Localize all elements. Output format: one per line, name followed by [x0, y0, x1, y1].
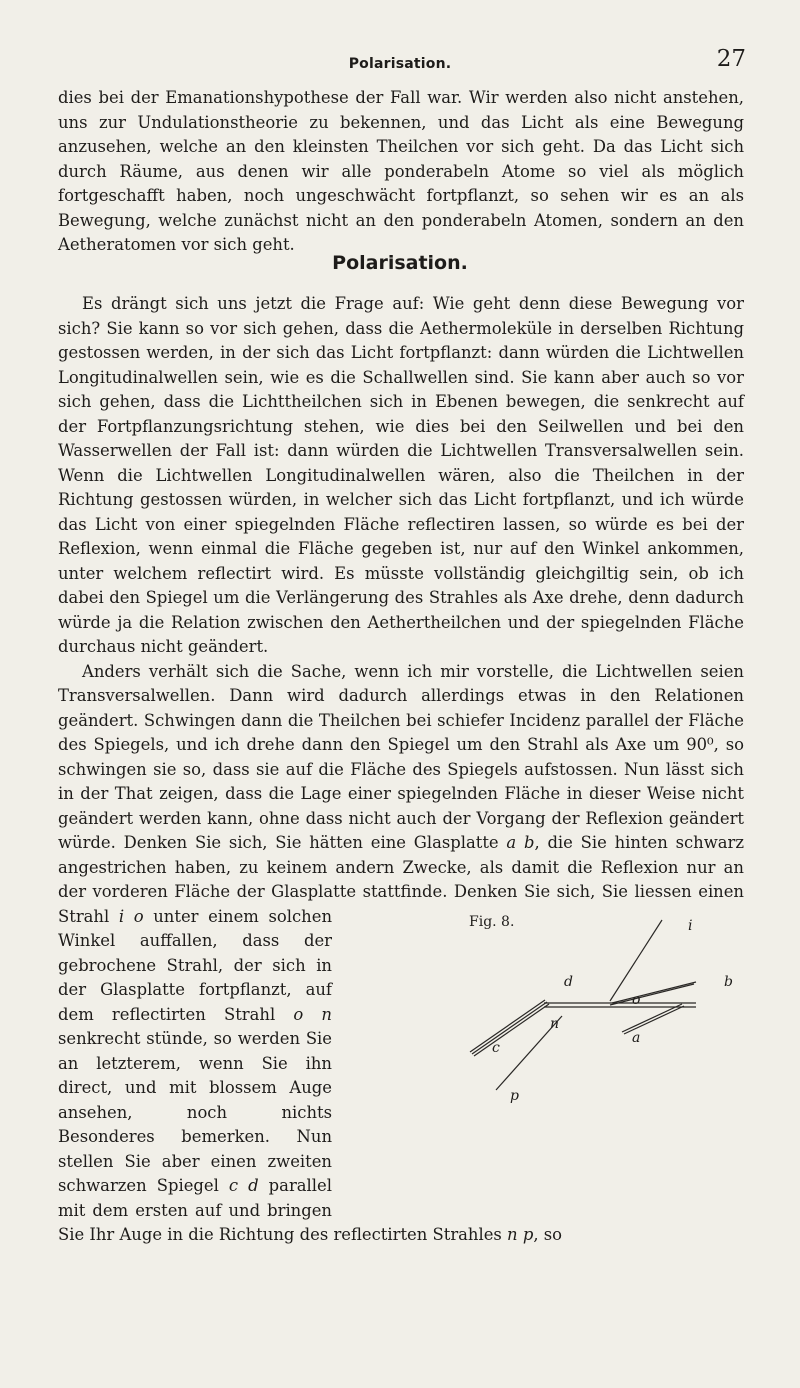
paragraph-2-part3: unter einem solchen Winkel auffallen, dass der gebrochene Strahl, der sich in der Glasplatte fortpflanzt, auf dem reflectirten Strahl — [58, 906, 332, 1024]
section-body — [58, 292, 744, 1248]
figure-letter-n: n — [550, 1015, 560, 1032]
paragraph-2-part5: parallel mit dem ersten auf und bringen Sie Ihr Auge in die Richtung des reflectirten Strahles — [58, 1176, 508, 1244]
paragraph-2-part2: , die Sie hinten schwarz angestrichen haben, zu keinem andern Zwecke, als damit die Reflexion nur an der vorderen Fläche der Glasplatte stattfinde. Denken Sie sich, Sie liessen einen Strahl — [58, 833, 744, 926]
intro-paragraph — [58, 86, 744, 258]
label-cd: c d — [228, 1176, 259, 1195]
section-heading: Polarisation. — [332, 252, 468, 274]
figure-label: Fig. 8. — [469, 913, 515, 930]
paragraph-2-part1: Anders verhält sich die Sache, wenn ich mir vorstelle, die Lichtwellen seien Transversalwellen. Dann wird dadurch allerdings etwas in den Relationen geändert. Schwingen dann die Theilchen bei schiefer Incidenz parallel der Fläche des Spiegels, und ich drehe dann den Spiegel um den Strahl als Axe um 90⁰, so schwingen sie so, dass sie auf die Fläche des Spiegels aufstossen. Nun lässt sich in der That zeigen, dass die Lage einer spiegelnden Fläche in dieser Weise nicht geändert werden kann, ohne dass nicht auch der Vorgang der Reflexion geändert würde. Denken Sie sich, Sie hätten eine Glasplatte — [58, 661, 744, 852]
label-ab: a b — [506, 833, 535, 852]
paragraph-2-part4: senkrecht stünde, so werden Sie an letzterem, wenn Sie ihn direct, und mit blossem Auge ansehen, noch nichts Besonderes bemerken. Nun stellen Sie aber einen zweiten schwarzen Spiegel — [58, 1029, 332, 1195]
paragraph-2-part6: , so — [533, 1225, 563, 1244]
figure-letter-b: b — [724, 973, 733, 990]
label-on: o n — [293, 1004, 332, 1024]
paragraph-1: Es drängt sich uns jetzt die Frage auf: Wie geht denn diese Bewegung vor sich? Sie kann so vor sich gehen, dass die Aethermoleküle in derselben Richtung gestossen werden, in der sich das Licht fortpflanzt: dann würden die Lichtwellen Longitudinalwellen sein, wie es die Schallwellen sind. Sie kann aber auch so vor sich gehen, dass die Lichttheilchen sich in Ebenen bewegen, die senkrecht auf der Fortpflanzungsrichtung stehen, wie dies bei den Seilwellen und bei den Wasserwellen der Fall ist: dann würden die Lichtwellen Transversalwellen sein. Wenn die Lichtwellen Longitudinalwellen wären, also die Theilchen in der Richtung gestossen würden, in welcher sich das Licht fortpflanzt, und ich würde das Licht von einer spiegelnden Fläche reflectiren lassen, so würde es bei der Reflexion, wenn einmal die Fläche gegeben ist, nur auf den Winkel ankommen, unter welchem reflectirt wird. Es müsste vollständig gleichgiltig sein, ob ich dabei den Spiegel um die Verlängerung des Strahles als Axe drehe, denn dadurch würde ja die Relation zwischen den Aethertheilchen und der spiegelnden Fläche durchaus nicht geändert. — [58, 294, 744, 656]
paragraph-2 — [58, 660, 744, 1248]
figure-letter-c: c — [492, 1039, 500, 1056]
figure-letter-d: d — [564, 973, 573, 990]
figure-letter-i: i — [688, 917, 693, 934]
figure-8-diagram — [340, 908, 744, 1205]
label-io: i o — [118, 906, 144, 926]
figure-8 — [340, 908, 744, 1205]
figure-letter-p: p — [510, 1087, 519, 1104]
figure-letter-o: o — [632, 991, 641, 1008]
page-number: 27 — [716, 46, 746, 72]
running-head: Polarisation. — [348, 56, 452, 72]
intro-paragraph-text: dies bei der Emanationshypothese der Fall war. Wir werden also nicht anstehen, uns zur Undulationstheorie zu bekennen, und das Licht als eine Bewegung anzusehen, welche an den kleinsten Theilchen vor sich geht. Da das Licht sich durch Räume, aus denen wir alle ponderabeln Atome so viel als möglich fortgeschafft haben, noch ungeschwächt fortpflanzt, so sehen wir es an als Bewegung, welche zunächst nicht an den ponderabeln Atomen, sondern an den Aetheratomen vor sich geht. — [58, 88, 744, 254]
label-np: n p — [507, 1225, 534, 1244]
figure-letter-a: a — [632, 1029, 641, 1046]
